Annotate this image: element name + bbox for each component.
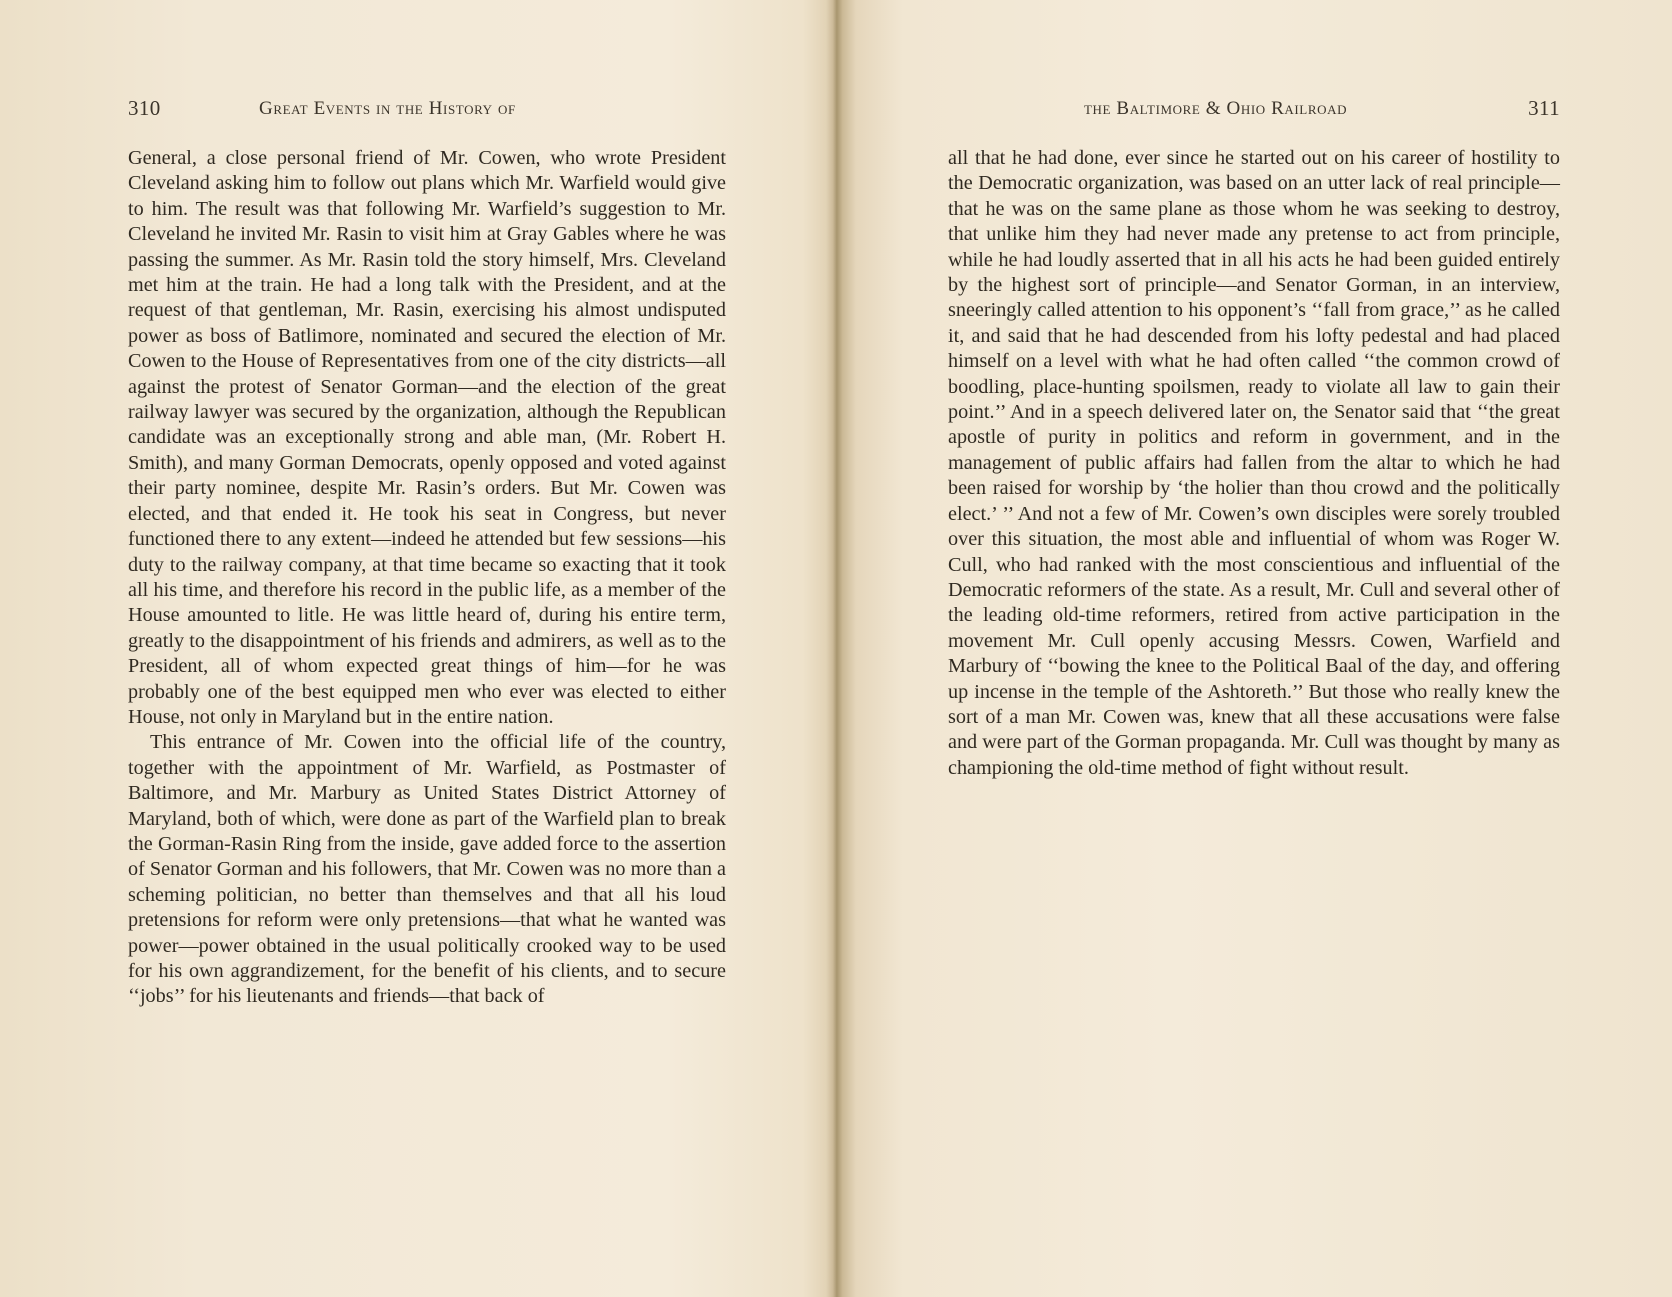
right-running-head <box>948 96 1560 126</box>
right-page <box>836 0 1672 1297</box>
left-running-title: Great Events in the History of <box>259 98 516 119</box>
left-running-head <box>128 96 728 126</box>
left-page-number: 310 <box>128 96 161 120</box>
left-body-text <box>128 146 726 1010</box>
right-running-title: the Baltimore & Ohio Railroad <box>1084 98 1348 119</box>
right-page-number: 311 <box>1528 96 1560 120</box>
left-page <box>0 0 830 1297</box>
left-paragraph-1: General, a close personal friend of Mr. Cowen, who wrote President Cleveland asking him to follow out plans which Mr. Warfield would give to him. The result was that following Mr. Warfield’s suggestion to Mr. Cleveland he invited Mr. Rasin to visit him at Gray Gables where he was passing the summer. As Mr. Rasin told the story himself, Mrs. Cleveland met him at the train. He had a long talk with the President, and at the request of that gentleman, Mr. Rasin, exercising his almost undisputed power as boss of Batlimore, nominated and secured the election of Mr. Cowen to the House of Representatives from one of the city districts—all against the protest of Senator Gorman—and the election of the great railway lawyer was secured by the organization, although the Republican candidate was an exceptionally strong and able man, (Mr. Robert H. Smith), and many Gorman Democrats, openly opposed and voted against their party nominee, despite Mr. Rasin’s orders. But Mr. Cowen was elected, and that ended it. He took his seat in Congress, but never functioned there to any extent—indeed he attended but few sessions—his duty to the railway company, at that time became so exacting that it took all his time, and therefore his record in the public life, as a member of the House amounted to litle. He was little heard of, during his entire term, greatly to the disappointment of his friends and admirers, as well as to the President, all of whom expected great things of him—for he was probably one of the best equipped men who ever was elected to either House, not only in Maryland but in the entire nation. <box>128 147 726 728</box>
right-body-text <box>948 146 1560 781</box>
left-paragraph-2: This entrance of Mr. Cowen into the official life of the country, together with the appointment of Mr. Warfield, as Postmaster of Baltimore, and Mr. Marbury as United States District Attorney of Maryland, both of which, were done as part of the Warfield plan to break the Gorman-Rasin Ring from the inside, gave added force to the assertion of Senator Gorman and his followers, that Mr. Cowen was no more than a scheming politician, no better than themselves and that all his loud pretensions for reform were only pretensions—that what he wanted was power—power obtained in the usual politically crooked way to be used for his own aggrandizement, for the benefit of his clients, and to secure ‘‘jobs’’ for his lieutenants and friends—that back of <box>128 731 726 1008</box>
right-paragraph-1: all that he had done, ever since he started out on his career of hostility to the Democratic organization, was based on an utter lack of real principle—that he was on the same plane as those whom he was seeking to destroy, that unlike him they had never made any pretense to act from principle, while he had loudly asserted that in all his acts he had been guided entirely by the highest sort of principle—and Senator Gorman, in an interview, sneeringly called attention to his opponent’s ‘‘fall from grace,’’ as he called it, and said that he had descended from his lofty pedestal and had placed himself on a level with what he had often called ‘‘the common crowd of boodling, place-hunting spoilsmen, ready to violate all law to gain their point.’’ And in a speech delivered later on, the Senator said that ‘‘the great apostle of purity in politics and reform in government, and in the management of public affairs had fallen from the altar to which he had been raised for worship by ‘the holier than thou crowd and the politically elect.’ ’’ And not a few of Mr. Cowen’s own disciples were sorely troubled over this situation, the most able and influential of whom was Roger W. Cull, who had ranked with the most conscientious and influential of the Democratic reformers of the state. As a result, Mr. Cull and several other of the leading old-time reformers, retired from active participation in the movement Mr. Cull openly accusing Messrs. Cowen, Warfield and Marbury of ‘‘bowing the knee to the Political Baal of the day, and offering up incense in the temple of the Ashtoreth.’’ But those who really knew the sort of a man Mr. Cowen was, knew that all these accusations were false and were part of the Gorman propaganda. Mr. Cull was thought by many as championing the old-time method of fight without result. <box>948 147 1560 779</box>
